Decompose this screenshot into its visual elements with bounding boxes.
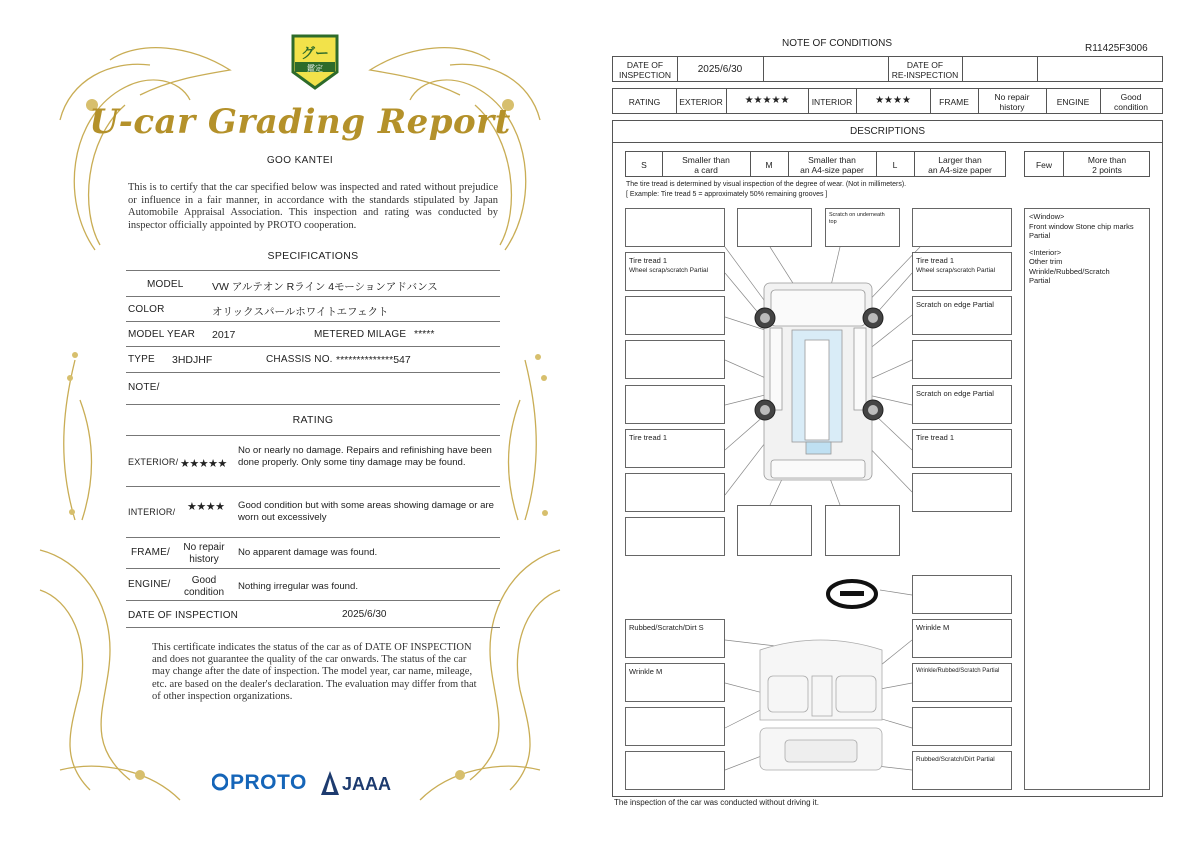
model-value: VW アルテオン Rライン 4モーションアドバンス [212,281,438,293]
note-box [625,473,725,512]
frame-value: No repair history [183,542,225,565]
steering-wheel-icon [828,581,876,607]
note-of-conditions-title: NOTE OF CONDITIONS [782,38,892,49]
divider [126,627,500,628]
note-box-interior-front-right: Wrinkle M [912,619,1012,658]
certificate-intro: This is to certify that the car specified below was inspected and rated without prejudice or influence in a fair manner, in accordance with the standards stipulated by Japan Automobile Appraisal Association. This inspection and rating was conducted by inspector officially appointed by PROTO cooperation. [128,182,498,231]
divider [126,568,500,569]
divider [126,372,500,373]
frame-label: FRAME [939,97,969,107]
note-box [625,707,725,746]
model-label: MODEL [147,279,184,290]
note-box-interior-seat-left: Wrinkle M [625,663,725,702]
engine-description: Nothing irregular was found. [238,581,358,592]
note-box [625,208,725,247]
inspection-footnote: The inspection of the car was conducted without driving it. [614,798,819,807]
note-box [912,340,1012,379]
date-of-inspection-label: DATE OF INSPECTION [619,60,671,80]
note-of-conditions [600,0,1200,848]
divider [126,404,500,405]
exterior-description: No or nearly no damage. Repairs and refinishing have been done properly. Only some tiny damage may be found. [238,445,492,468]
note-box [912,208,1012,247]
note-box-left-front: Tire tread 1 Wheel scrap/scratch Partial [625,252,725,291]
note-box [625,517,725,556]
engine-value: Good condition [183,575,225,598]
exterior-stars: ★★★★★ [180,458,227,470]
rating-heading: RATING [292,414,334,426]
frame-value: No repair history [994,92,1030,112]
metered-milage-value: ***** [414,328,435,340]
note-box-left-rear: Tire tread 1 [625,429,725,468]
date-of-reinspection-label: DATE OF RE-INSPECTION [891,60,959,80]
svg-text:鑑定: 鑑定 [307,64,323,73]
color-label: COLOR [128,304,165,315]
chassis-label: CHASSIS NO. [266,354,333,365]
divider [126,486,500,487]
note-box-right-edge: Scratch on edge Partial [912,296,1012,335]
engine-label: ENGINE [1056,97,1090,107]
divider [126,296,500,297]
divider [126,600,500,601]
interior-stars: ★★★★ [875,95,911,106]
note-box-right-edge-rear: Scratch on edge Partial [912,385,1012,424]
exterior-label: EXTERIOR/ [128,457,179,467]
divider [126,537,500,538]
svg-text:グー: グー [301,46,329,62]
metered-milage-label: METERED MILAGE [314,329,407,340]
divider [126,346,500,347]
note-box-right-rear: Tire tread 1 [912,429,1012,468]
quantity-legend: Few More than 2 points [1024,151,1150,177]
exterior-label: EXTERIOR [679,97,723,107]
note-box-right-front: Tire tread 1 Wheel scrap/scratch Partial [912,252,1012,291]
certificate-disclaimer: This certificate indicates the status of the car as of DATE OF INSPECTION and does not guarantee the quality of the car onwards. The status of the car may change after the date of inspection. The model year, car name, mileage, etc. are based on the dealer's declaration. The evaluation may differ from that of other inspection organizations. [152,642,477,702]
report-code: R11425F3006 [1085,43,1148,54]
note-box [737,208,812,247]
jaaa-logo: JAAA [342,774,392,794]
note-box [912,473,1012,512]
divider [126,435,500,436]
descriptions-heading: DESCRIPTIONS [849,126,925,137]
divider [126,321,500,322]
note-box [737,505,812,556]
date-of-inspection-value: 2025/6/30 [342,609,387,620]
note-box [625,340,725,379]
proto-logo-icon [212,772,228,794]
date-of-inspection-label: DATE OF INSPECTION [128,610,239,621]
note-box [625,385,725,424]
rating-label: RATING [628,97,661,107]
note-box [912,707,1012,746]
certificate-title: U-car Grading Report [89,102,511,142]
frame-label: FRAME/ [131,547,170,558]
chassis-value: **************547 [336,354,411,366]
engine-value: Good condition [1113,92,1149,112]
specifications-heading: SPECIFICATIONS [267,250,359,262]
note-box-interior-seat-right: Wrinkle/Rubbed/Scratch Partial [912,663,1012,702]
remarks-panel: <Window> Front window Stone chip marks Partial <Interior> Other trim Wrinkle/Rubbed/Scratch Partial [1024,208,1150,790]
note-box-underneath: Scratch on underneath top [825,208,900,247]
color-value: オリックスパールホワイトエフェクト [212,306,389,318]
model-year-value: 2017 [212,329,236,341]
note-label: NOTE/ [128,382,160,393]
note-box [625,751,725,790]
divider [126,270,500,271]
certificate-subtitle: GOO KANTEI [266,155,334,166]
proto-logo: PROTO [230,771,307,794]
note-box-interior-rear: Rubbed/Scratch/Dirt Partial [912,751,1012,790]
type-label: TYPE [128,354,155,365]
engine-label: ENGINE/ [128,579,171,590]
size-legend: S Smaller than a card M Smaller than an A4-size paper L Larger than an A4-size paper [625,151,1006,177]
interior-label: INTERIOR [811,97,853,107]
note-box [625,296,725,335]
model-year-label: MODEL YEAR [128,329,196,340]
type-value: 3HDJHF [172,354,213,366]
interior-label: INTERIOR/ [128,507,176,517]
goo-kantei-badge-icon [287,32,343,92]
note-box-interior-front-left: Rubbed/Scratch/Dirt S [625,619,725,658]
interior-stars: ★★★★ [187,501,225,513]
date-of-inspection-value: 2025/6/30 [697,64,743,75]
interior-description: Good condition but with some areas showing damage or are worn out excessively [238,500,494,523]
tire-tread-note: The tire tread is determined by visual inspection of the degree of wear. (Not in millimeters). [ Example: Tire tread 5 = approximately 50% remaining grooves ] [626,181,907,198]
note-box-steering [912,575,1012,614]
exterior-stars: ★★★★★ [744,95,790,106]
frame-description: No apparent damage was found. [238,547,378,558]
jaaa-logo-icon [320,770,340,796]
note-box [825,505,900,556]
